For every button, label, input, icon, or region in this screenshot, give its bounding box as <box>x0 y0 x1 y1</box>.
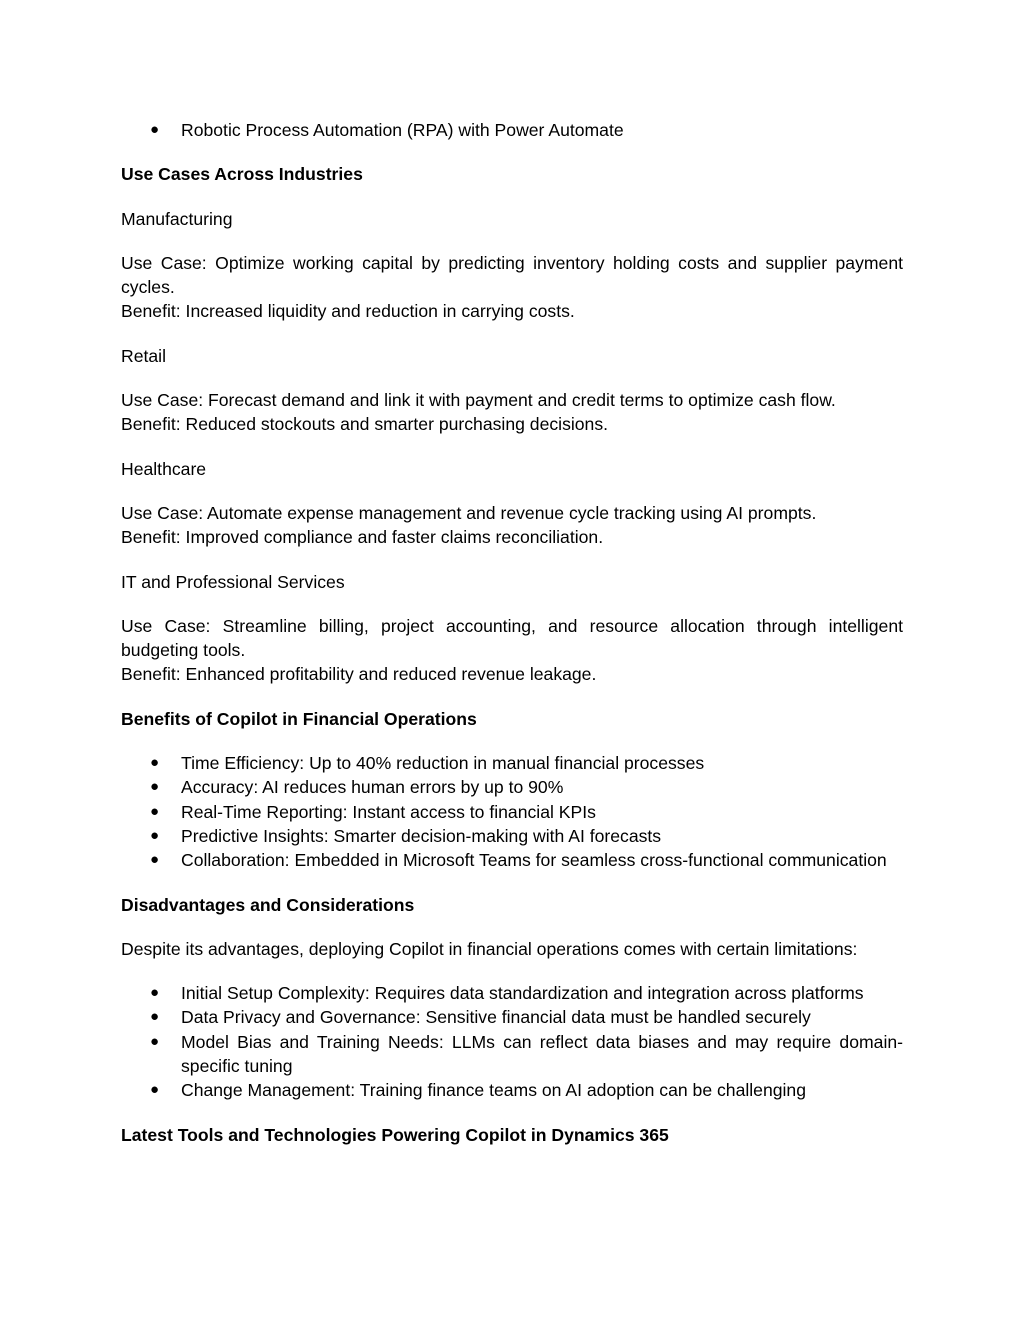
disadvantages-intro: Despite its advantages, deploying Copilot in financial operations comes with certain limitations: <box>121 938 858 959</box>
list-item: ● Robotic Process Automation (RPA) with Power Automate <box>121 118 903 142</box>
disadvantages-list <box>121 981 903 1102</box>
document-page <box>121 118 903 1147</box>
benefit-text: Benefit: Reduced stockouts and smarter purchasing decisions. <box>121 414 609 435</box>
benefit-text: Benefit: Improved compliance and faster claims reconciliation. <box>121 527 604 548</box>
benefits-list <box>121 751 903 872</box>
bullet-icon: ● <box>150 778 160 796</box>
bullet-icon: ● <box>150 1081 160 1099</box>
use-case-text: Use Case: Forecast demand and link it with payment and credit terms to optimize cash flow. <box>121 390 836 411</box>
list-item: ● Model Bias and Training Needs: LLMs can reflect data biases and may require domain-specific tuning <box>150 1031 903 1077</box>
industry-name: IT and Professional Services <box>121 571 345 592</box>
section-heading-latest-tools: Latest Tools and Technologies Powering Copilot in Dynamics 365 <box>121 1124 669 1145</box>
list-item: ● Real-Time Reporting: Instant access to financial KPIs <box>121 800 903 824</box>
bullet-icon: ● <box>150 121 160 138</box>
list-item: ● Accuracy: AI reduces human errors by up to 90% <box>121 775 903 799</box>
list-item: ● Predictive Insights: Smarter decision-making with AI forecasts <box>121 824 903 848</box>
list-item: ● Time Efficiency: Up to 40% reduction in manual financial processes <box>121 751 903 775</box>
bullet-icon: ● <box>150 984 160 1002</box>
industry-name: Healthcare <box>121 458 207 479</box>
bullet-icon: ● <box>150 802 160 820</box>
bullet-icon: ● <box>150 754 160 772</box>
use-case-text: Use Case: Streamline billing, project accounting, and resource allocation through intelligent budgeting tools. <box>121 615 903 661</box>
section-heading-disadvantages: Disadvantages and Considerations <box>121 894 415 915</box>
industry-name: Manufacturing <box>121 208 233 229</box>
bullet-icon: ● <box>150 826 160 844</box>
list-item: ● Data Privacy and Governance: Sensitive financial data must be handled securely <box>121 1005 903 1029</box>
list-item: ● Collaboration: Embedded in Microsoft Teams for seamless cross-functional communication <box>121 848 903 872</box>
benefit-text: Benefit: Increased liquidity and reduction in carrying costs. <box>121 301 575 322</box>
bullet-icon: ● <box>150 1032 160 1050</box>
list-item: ● Initial Setup Complexity: Requires data standardization and integration across platforms <box>121 981 903 1005</box>
section-heading-benefits: Benefits of Copilot in Financial Operations <box>121 708 477 729</box>
bullet-icon: ● <box>150 851 160 869</box>
list-item: ● Change Management: Training finance teams on AI adoption can be challenging <box>121 1078 903 1102</box>
section-heading-use-cases: Use Cases Across Industries <box>121 164 363 185</box>
benefit-text: Benefit: Enhanced profitability and reduced revenue leakage. <box>121 664 597 685</box>
use-case-text: Use Case: Optimize working capital by predicting inventory holding costs and supplier payment cycles. <box>121 252 903 298</box>
industry-name: Retail <box>121 345 166 366</box>
bullet-icon: ● <box>150 1008 160 1026</box>
top-bullet-list <box>121 118 903 142</box>
use-case-text: Use Case: Automate expense management and revenue cycle tracking using AI prompts. <box>121 502 817 523</box>
